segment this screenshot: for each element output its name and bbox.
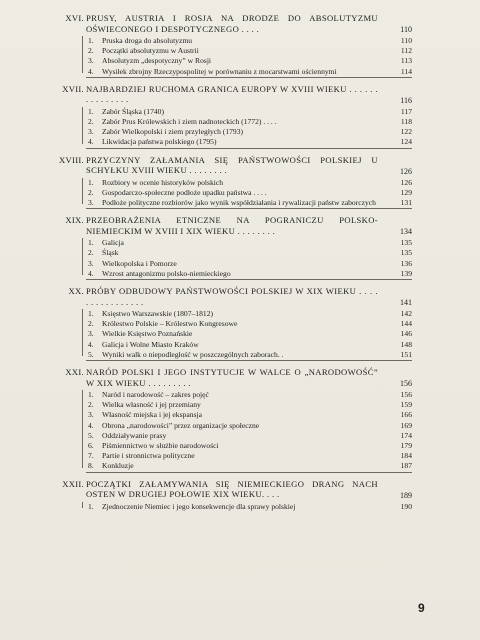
toc-section xyxy=(54,319,412,329)
section-title: Początki absolutyzmu w Austrii xyxy=(102,46,199,56)
toc-section xyxy=(54,329,412,339)
section-page-number: 174 xyxy=(400,430,412,440)
section-page-number: 110 xyxy=(400,36,412,45)
section-title: Królestwo Polskie – Królestwo Kongresowe xyxy=(102,319,238,329)
section-number: 4. xyxy=(88,66,94,76)
section-number: 6. xyxy=(88,441,94,451)
section-number: 1. xyxy=(88,390,94,400)
section-number: 4. xyxy=(88,268,94,278)
chapter-title: NAJBARDZIEJ RUCHOMA GRANICA EUROPY W XVIII WIEKU . . . . . . . . . . . . . . . xyxy=(86,83,378,105)
chapter-number: XVI. xyxy=(65,13,84,23)
section-title: Podłoże polityczne rozbiorów jako wynik współdziałania i rywalizacji państw zaborczych xyxy=(102,198,376,208)
section-title: Gospodarczo-społeczne podłoże upadku państwa . . . . xyxy=(102,187,267,197)
section-number: 3. xyxy=(88,258,94,268)
toc-section xyxy=(54,259,412,269)
chapter-heading xyxy=(54,479,412,500)
section-title: Wyniki walk o niepodległość w poszczególnych zaborach. . xyxy=(102,349,284,359)
section-title: Śląsk xyxy=(102,248,119,258)
chapter-page-number: 189 xyxy=(400,490,412,500)
section-number: 2. xyxy=(88,319,94,329)
toc-section xyxy=(54,56,412,66)
section-title: Wysiłek zbrojny Rzeczypospolitej w porównaniu z mocarstwami ościennymi xyxy=(102,66,337,76)
section-number: 3. xyxy=(88,127,94,137)
chapter-heading xyxy=(54,155,412,176)
section-list xyxy=(54,178,412,209)
section-list xyxy=(54,309,412,360)
section-list xyxy=(54,107,412,148)
section-page-number: 179 xyxy=(400,441,412,451)
section-title: Absolutyzm „despotyczny” w Rosji xyxy=(102,56,212,66)
chapter-number: XVII. xyxy=(62,83,84,94)
toc-section xyxy=(54,421,412,431)
chapter-heading xyxy=(54,286,412,307)
section-number: 4. xyxy=(88,137,94,147)
section-page-number: 117 xyxy=(400,106,412,116)
chapter-page-number: 141 xyxy=(400,298,412,308)
section-title: Zabór Śląska (1740) xyxy=(102,106,164,116)
chapter-page-number: 156 xyxy=(400,379,412,389)
section-title: Zjednoczenie Niemiec i jego konsekwencje dla sprawy polskiej xyxy=(102,501,296,511)
toc-chapter xyxy=(54,364,412,472)
section-page-number: 144 xyxy=(400,319,412,329)
chapter-number: XXI. xyxy=(65,367,84,378)
section-number: 3. xyxy=(88,410,94,420)
section-title: Likwidacja państwa polskiego (1795) xyxy=(102,137,217,147)
section-page-number: 148 xyxy=(400,339,412,349)
toc-section xyxy=(54,198,412,208)
section-page-number: 184 xyxy=(400,451,412,461)
section-number: 5. xyxy=(88,430,94,440)
toc-chapter xyxy=(54,81,412,148)
chapter-number: XIX. xyxy=(65,215,84,226)
section-title: Piśmiennictwo w służbie narodowości xyxy=(102,441,219,451)
chapter-title: PRZYCZYNY ZAŁAMANIA SIĘ PAŃSTWOWOŚCI POLSKIEJ U SCHYŁKU XVIII WIEKU . . . . . . . . xyxy=(86,154,378,176)
section-page-number: 129 xyxy=(400,187,412,197)
section-title: Rozbiory w ocenie historyków polskich xyxy=(102,177,224,187)
section-number: 5. xyxy=(88,349,94,359)
chapter-number: XVIII. xyxy=(59,154,84,165)
section-number: 1. xyxy=(88,501,94,511)
toc-section xyxy=(54,188,412,198)
section-page-number: 126 xyxy=(400,177,412,187)
chapter-page-number: 126 xyxy=(400,166,412,176)
section-number: 8. xyxy=(88,461,94,471)
section-number: 2. xyxy=(88,117,94,127)
toc-section xyxy=(54,451,412,461)
chapter-page-number: 110 xyxy=(400,25,412,34)
section-title: Zabór Wielkopolski i ziem przyległych (1793) xyxy=(102,127,244,137)
section-title: Oddziaływanie prasy xyxy=(102,430,167,440)
section-number: 3. xyxy=(88,198,94,208)
section-page-number: 190 xyxy=(400,501,412,511)
section-title: Wzrost antagonizmu polsko-niemieckiego xyxy=(102,268,231,278)
chapter-heading xyxy=(54,367,412,388)
section-number: 2. xyxy=(88,400,94,410)
toc-section xyxy=(54,107,412,117)
section-number: 3. xyxy=(88,329,94,339)
toc-section xyxy=(54,390,412,400)
toc-section xyxy=(54,36,412,46)
toc-section xyxy=(54,178,412,188)
toc-section xyxy=(54,67,412,77)
section-title: Wielka własność i jej przemiany xyxy=(102,400,201,410)
section-list xyxy=(54,390,412,472)
section-title: Własność miejska i jej ekspansja xyxy=(102,410,202,420)
toc-section xyxy=(54,461,412,471)
section-page-number: 118 xyxy=(400,117,412,127)
section-page-number: 122 xyxy=(400,127,412,137)
section-page-number: 169 xyxy=(400,420,412,430)
toc-section xyxy=(54,269,412,279)
section-number: 1. xyxy=(88,36,94,45)
toc-section xyxy=(54,410,412,420)
section-number: 2. xyxy=(88,187,94,197)
toc-section xyxy=(54,400,412,410)
section-list xyxy=(54,238,412,279)
section-number: 7. xyxy=(88,451,94,461)
section-title: Konkluzje xyxy=(102,461,134,471)
section-page-number: 112 xyxy=(400,46,412,56)
toc-chapter xyxy=(54,10,412,77)
toc-chapter xyxy=(54,212,412,279)
chapter-heading xyxy=(54,215,412,236)
chapter-page-number: 134 xyxy=(400,227,412,237)
section-title: Księstwo Warszawskie (1807–1812) xyxy=(102,309,214,319)
section-title: Galicja xyxy=(102,238,124,248)
chapter-title: PRÓBY ODBUDOWY PAŃSTWOWOŚCI POLSKIEJ W XIX WIEKU . . . . . . . . . . . . . . . . xyxy=(86,286,378,307)
section-page-number: 124 xyxy=(400,137,412,147)
section-title: Partie i stronnictwa polityczne xyxy=(102,451,195,461)
toc-section xyxy=(54,309,412,319)
toc-section xyxy=(54,127,412,137)
section-list xyxy=(54,502,412,512)
section-title: Obrona „narodowości” przez organizacje społeczne xyxy=(102,420,260,430)
section-number: 4. xyxy=(88,339,94,349)
section-number: 2. xyxy=(88,46,94,56)
section-page-number: 113 xyxy=(400,56,412,66)
section-title: Wielkopolska i Pomorze xyxy=(102,258,177,268)
section-number: 4. xyxy=(88,420,94,430)
section-title: Naród i narodowość – zakres pojęć xyxy=(102,390,209,400)
section-page-number: 159 xyxy=(400,400,412,410)
section-page-number: 166 xyxy=(400,410,412,420)
section-page-number: 136 xyxy=(400,258,412,268)
toc-section xyxy=(54,350,412,360)
section-title: Pruska droga do absolutyzmu xyxy=(102,36,193,45)
chapter-number: XXII. xyxy=(62,478,84,489)
chapter-title: PRUSY, AUSTRIA I ROSJA NA DRODZE DO ABSOLUTYZMU OŚWIECONEGO I DESPOTYCZNEGO . . . . xyxy=(86,13,378,34)
section-page-number: 114 xyxy=(400,66,412,76)
section-page-number: 156 xyxy=(400,390,412,400)
chapter-heading xyxy=(54,84,412,105)
toc-section xyxy=(54,248,412,258)
section-title: Galicja i Wolne Miasto Kraków xyxy=(102,339,199,349)
chapter-page-number: 116 xyxy=(400,95,412,105)
toc-section xyxy=(54,441,412,451)
section-page-number: 131 xyxy=(400,198,412,208)
section-title: Zabór Prus Królewskich i ziem nadnoteckich (1772) . . . . xyxy=(102,117,277,127)
section-list xyxy=(54,36,412,77)
toc-chapter xyxy=(54,283,412,360)
section-number: 2. xyxy=(88,248,94,258)
chapter-title: PRZEOBRAŻENIA ETNICZNE NA POGRANICZU POLSKO-NIEMIECKIM W XVIII I XIX WIEKU . . . . . . . . xyxy=(86,215,378,236)
toc-section xyxy=(54,117,412,127)
table-of-contents xyxy=(54,10,412,512)
section-number: 1. xyxy=(88,238,94,248)
section-page-number: 187 xyxy=(400,461,412,471)
section-page-number: 139 xyxy=(400,268,412,278)
toc-section xyxy=(54,238,412,248)
toc-section xyxy=(54,340,412,350)
toc-section xyxy=(54,137,412,147)
section-page-number: 151 xyxy=(400,349,412,359)
section-number: 3. xyxy=(88,56,94,66)
toc-chapter xyxy=(54,476,412,512)
section-title: Wielkie Księstwo Poznańskie xyxy=(102,329,193,339)
section-number: 1. xyxy=(88,177,94,187)
toc-section xyxy=(54,502,412,512)
page-number: 9 xyxy=(418,601,425,615)
toc-section xyxy=(54,46,412,56)
section-page-number: 146 xyxy=(400,329,412,339)
section-page-number: 135 xyxy=(400,248,412,258)
chapter-number: XX. xyxy=(68,286,84,297)
section-page-number: 135 xyxy=(400,238,412,248)
chapter-title: POCZĄTKI ZAŁAMYWANIA SIĘ NIEMIECKIEGO DRANG NACH OSTEN W DRUGIEJ POŁOWIE XIX WIEKU. . . . xyxy=(86,478,378,500)
toc-chapter xyxy=(54,152,412,209)
chapter-heading xyxy=(54,13,412,34)
section-page-number: 142 xyxy=(400,309,412,319)
toc-section xyxy=(54,431,412,441)
section-number: 1. xyxy=(88,309,94,319)
section-number: 1. xyxy=(88,106,94,116)
chapter-title: NARÓD POLSKI I JEGO INSTYTUCJE W WALCE O „NARODOWOŚĆ” W XIX WIEKU . . . . . . . . . xyxy=(86,367,378,388)
